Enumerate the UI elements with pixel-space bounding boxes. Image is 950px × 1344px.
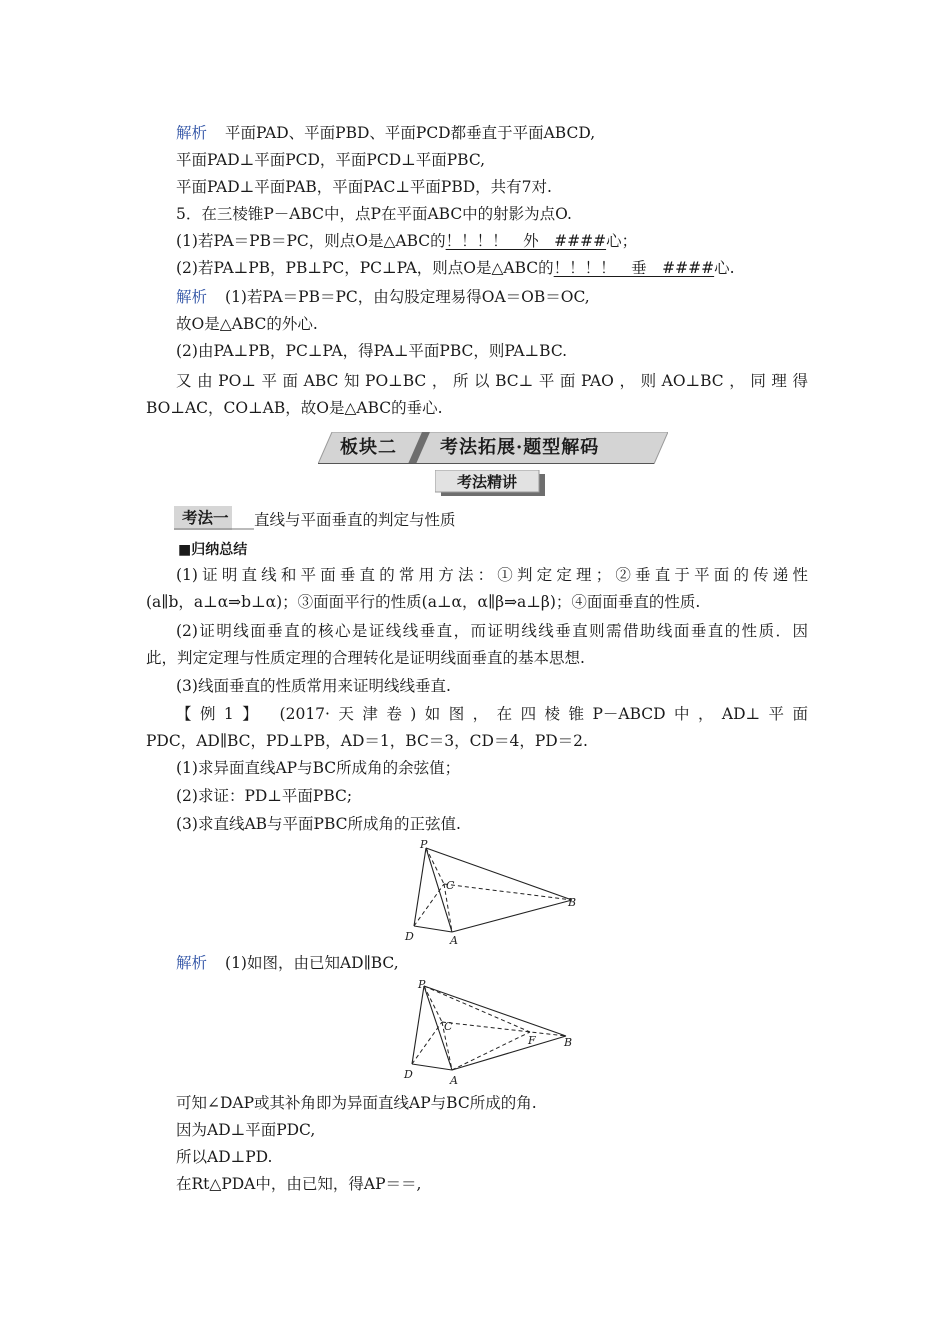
answer-line: (2)由PA⊥PB，PC⊥PA，得PA⊥平面PBC，则PA⊥BC.	[176, 342, 568, 360]
vertex-label-a: A	[450, 1074, 458, 1087]
answer-line: 故O是△ABC的外心.	[176, 315, 318, 333]
subsection-banner	[435, 470, 545, 496]
vertex-label-d: D	[404, 1068, 413, 1081]
question-part	[176, 230, 637, 252]
solution-line: 可知∠DAP或其补角即为异面直线AP与BC所成的角.	[176, 1094, 537, 1112]
subsection-title: 考法精讲	[456, 473, 517, 491]
summary-heading: ■归纳总结	[178, 542, 248, 558]
summary-line: (a∥b，a⊥α⇒b⊥α)；③面面平行的性质(a⊥α，α∥β⇒a⊥β)；④面面垂直的性质.	[146, 593, 701, 611]
solution-line: 在Rt△PDA中，由已知，得AP＝＝,	[176, 1175, 422, 1193]
vertex-label-p: P	[418, 978, 426, 991]
vertex-label-b: B	[568, 896, 577, 909]
summary-line: 此，判定定理与性质定理的合理转化是证明线面垂直的基本思想.	[146, 649, 585, 667]
vertex-label-c: C	[446, 879, 455, 892]
kaofa-title: 直线与平面垂直的判定与性质	[254, 511, 456, 529]
example-line: PDC，AD∥BC，PD⊥PB，AD＝1，BC＝3，CD＝4，PD＝2.	[146, 732, 588, 750]
vertex-label-b: B	[564, 1036, 573, 1049]
answer-line: BO⊥AC，CO⊥AB，故O是△ABC的垂心.	[146, 399, 443, 417]
solution-line: 因为AD⊥平面PDC,	[176, 1121, 316, 1139]
kaofa-tag	[174, 506, 254, 530]
summary-line: (2)证明线面垂直的核心是证线线垂直，而证明线线垂直则需借助线面垂直的性质．因	[176, 622, 808, 640]
answer-line: 平面PAD⊥平面PCD，平面PCD⊥平面PBC,	[176, 151, 486, 169]
solution-text: (1)如图，由已知AD∥BC,	[225, 954, 399, 972]
question-part-text: 心；	[606, 232, 638, 250]
solution-line	[176, 952, 399, 974]
jiexi-label: 解析	[176, 954, 208, 972]
answer-line: 平面PAD⊥平面PAB，平面PAC⊥平面PBD，共有7对.	[176, 178, 552, 196]
question-part	[176, 257, 735, 279]
answer-line	[176, 286, 590, 308]
answer-text: (1)若PA＝PB＝PC，由勾股定理易得OA＝OB＝OC,	[225, 288, 590, 306]
jiexi-label: 解析	[176, 288, 208, 306]
pyramid-figure-1	[400, 838, 590, 950]
vertex-label-p: P	[420, 838, 428, 851]
answer-line	[176, 122, 595, 144]
summary-line: (3)线面垂直的性质常用来证明线线垂直.	[176, 677, 451, 695]
section-banner	[318, 432, 668, 464]
banner-section-number: 板块二	[340, 437, 397, 458]
answer-blank: ！！！！ 外 ####	[445, 232, 607, 250]
answer-text: 平面PAD、平面PBD、平面PCD都垂直于平面ABCD,	[225, 124, 596, 142]
question-stem: 5．在三棱锥P－ABC中，点P在平面ABC中的射影为点O.	[176, 205, 572, 223]
example-question: (3)求直线AB与平面PBC所成角的正弦值.	[176, 815, 461, 833]
jiexi-label: 解析	[176, 124, 208, 142]
example-question: (1)求异面直线AP与BC所成角的余弦值；	[176, 759, 461, 777]
kaofa-label: 考法一	[182, 508, 229, 527]
banner-section-title: 考法拓展·题型解码	[440, 437, 600, 458]
solution-line: 所以AD⊥PD.	[176, 1148, 273, 1166]
answer-line: 又由PO⊥平面ABC知PO⊥BC，所以BC⊥平面PAO，则AO⊥BC，同理得	[176, 372, 808, 390]
summary-line: (1)证明直线和平面垂直的常用方法：①判定定理；②垂直于平面的传递性	[176, 566, 808, 584]
question-part-text: (2)若PA⊥PB，PB⊥PC，PC⊥PA，则点O是△ABC的	[176, 259, 554, 277]
question-part-text: (1)若PA＝PB＝PC，则点O是△ABC的	[176, 232, 446, 250]
vertex-label-f: F	[528, 1034, 536, 1047]
vertex-label-c: C	[444, 1020, 453, 1033]
vertex-label-a: A	[450, 934, 458, 947]
example-question: (2)求证：PD⊥平面PBC;	[176, 787, 353, 805]
question-part-text: 心.	[714, 259, 735, 277]
vertex-label-d: D	[405, 930, 414, 943]
answer-blank: ！！！！ 垂 ####	[553, 259, 715, 277]
example-line: 【例1】 (2017·天津卷)如图，在四棱锥P－ABCD中，AD⊥平面	[176, 705, 808, 723]
pyramid-figure-2	[400, 978, 590, 1090]
